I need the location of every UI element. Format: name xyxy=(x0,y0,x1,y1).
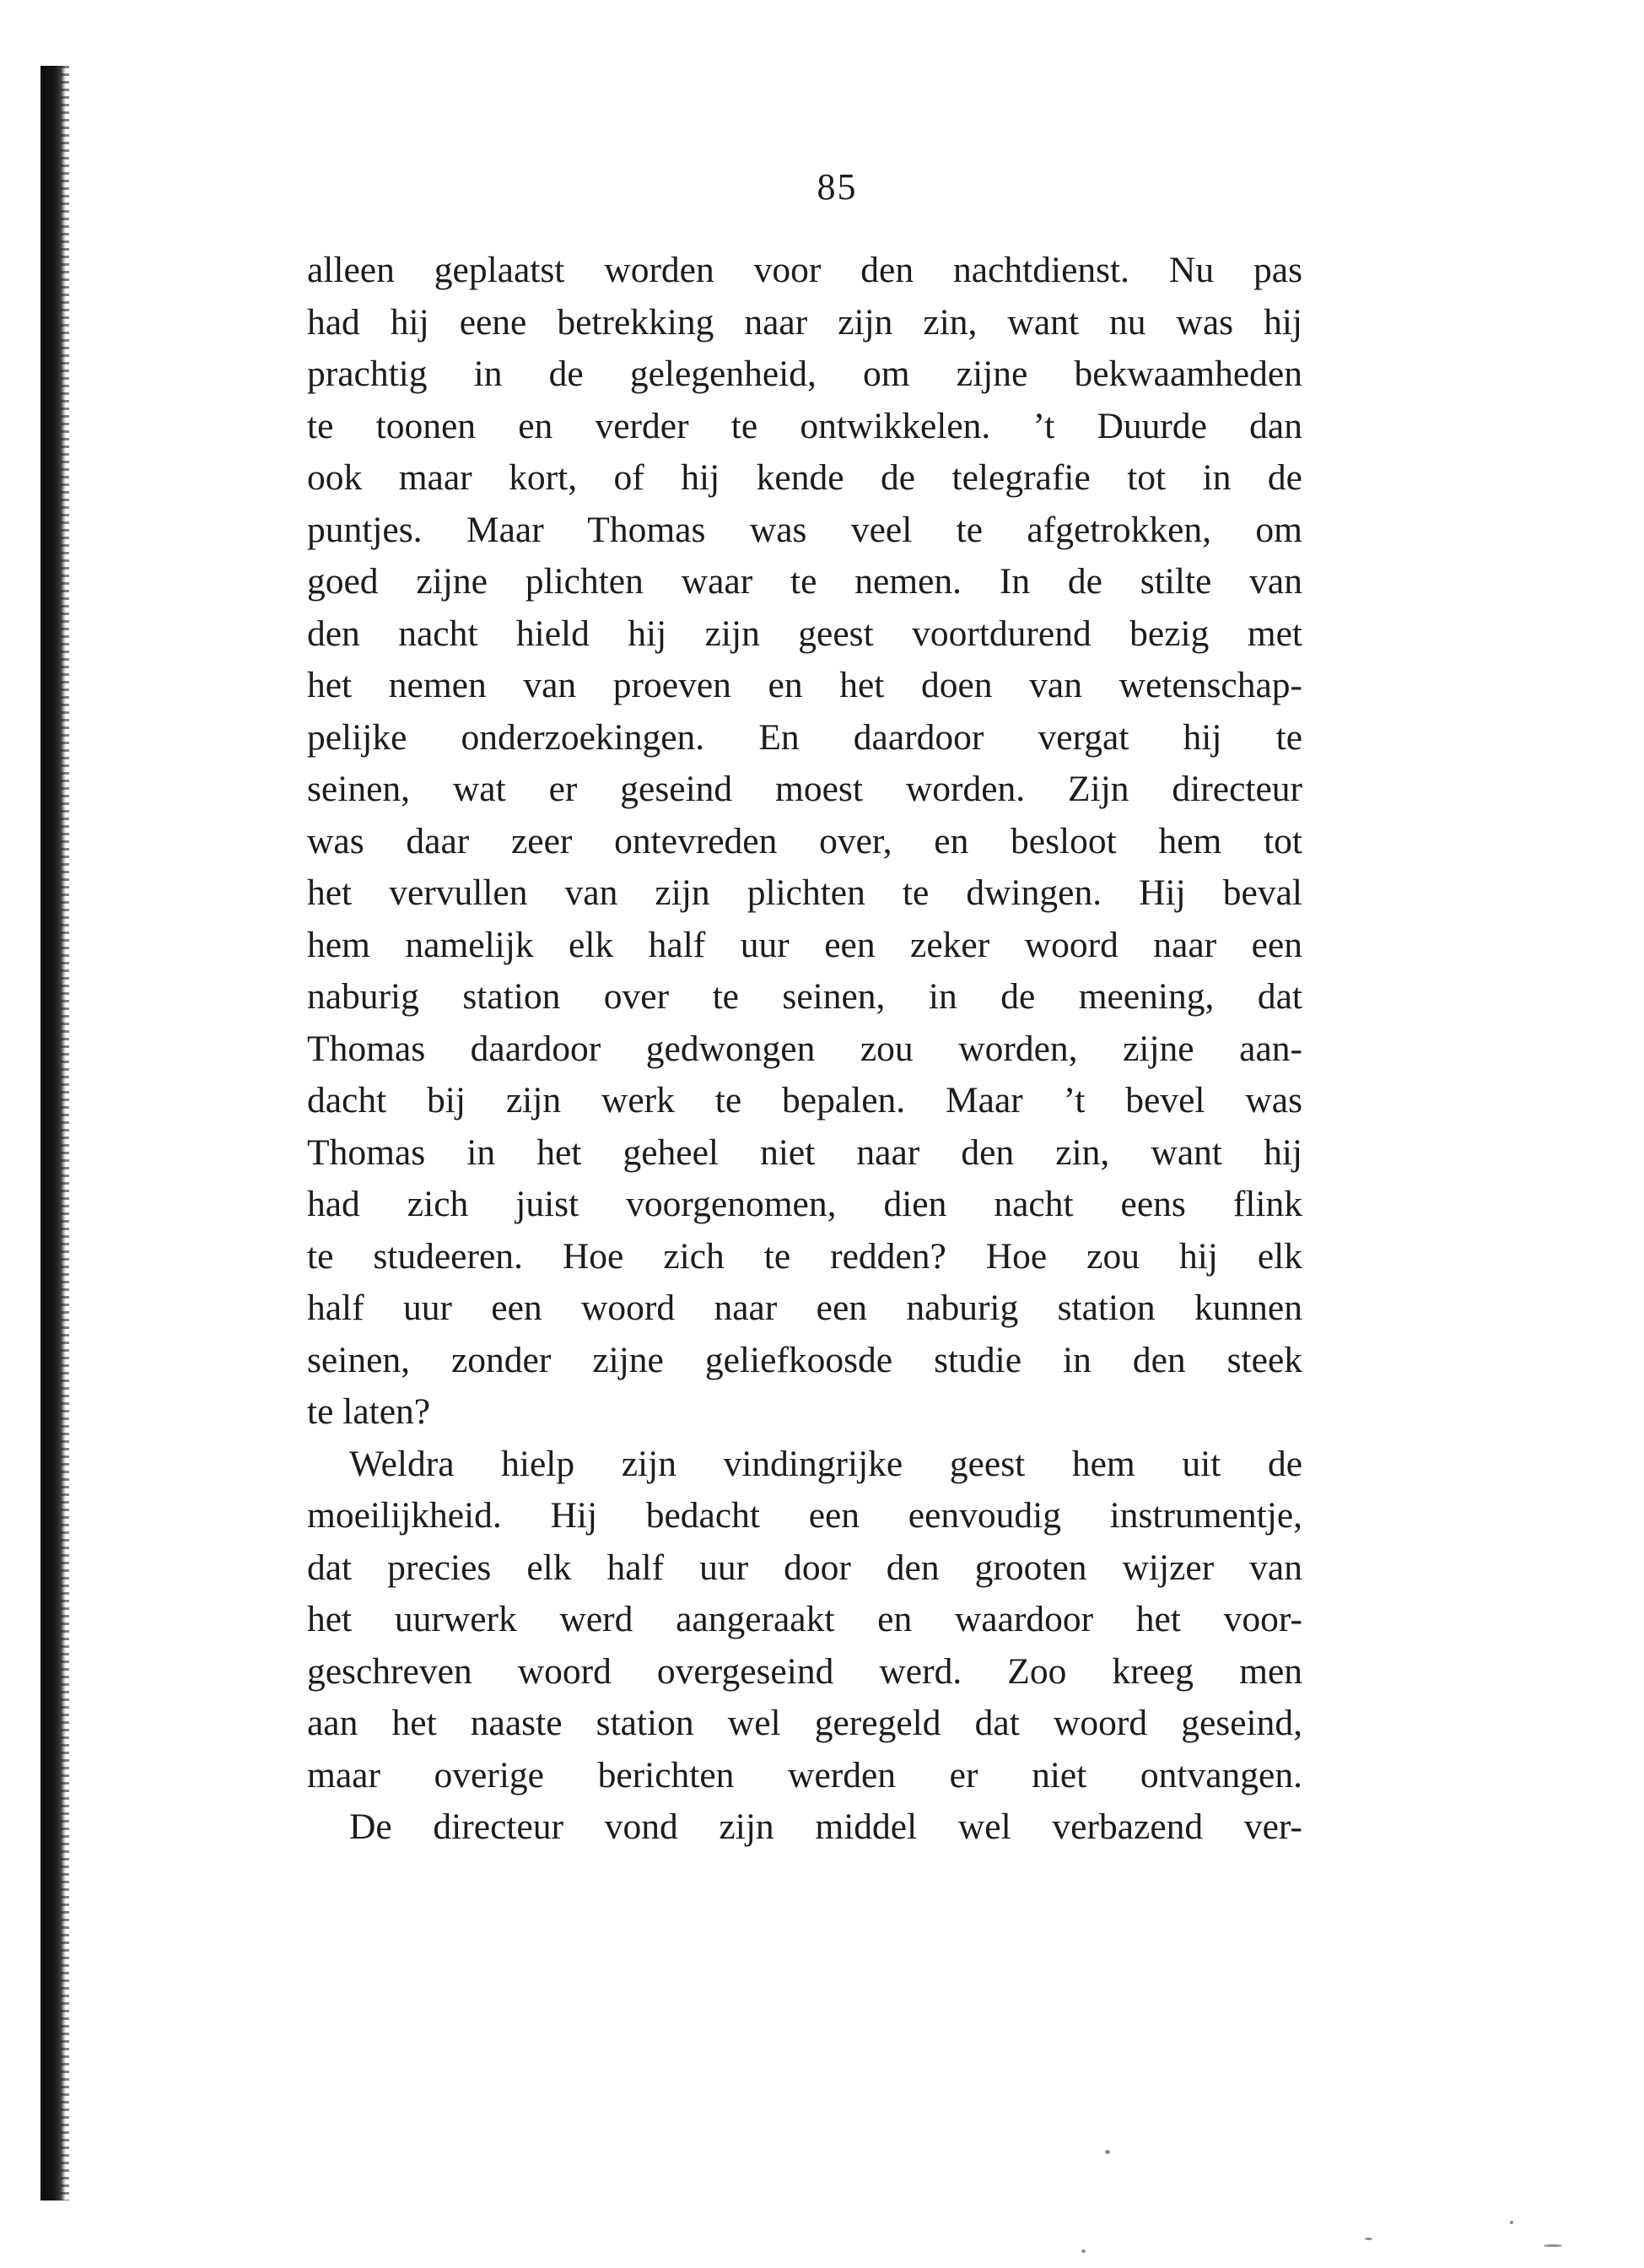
text-line: ook maar kort, of hij kende de telegrafie tot in de xyxy=(307,457,1302,498)
scan-speck xyxy=(1365,2238,1372,2240)
text-line: hem namelijk elk half uur een zeker woord naar een xyxy=(307,924,1302,965)
scan-speck xyxy=(1544,2244,1562,2247)
scan-binding-edge xyxy=(40,66,66,2200)
text-line: prachtig in de gelegenheid, om zijne bekwaamheden xyxy=(307,354,1302,394)
text-line: seinen, wat er geseind moest worden. Zijn directeur xyxy=(307,769,1302,809)
text-line: Thomas in het geheel niet naar den zin, want hij xyxy=(307,1131,1302,1173)
text-line: maar overige berichten werden er niet ontvangen. xyxy=(307,1754,1302,1796)
text-line: het nemen van proeven en het doen van wetenschap- xyxy=(307,665,1302,705)
body-text xyxy=(307,245,1302,1854)
text-line: den nacht hield hij zijn geest voortdurend bezig met xyxy=(307,613,1302,654)
text-line: het vervullen van zijn plichten te dwingen. Hij beval xyxy=(307,872,1302,913)
text-line: geschreven woord overgeseind werd. Zoo kreeg men xyxy=(307,1650,1302,1692)
text-line: half uur een woord naar een naburig station kunnen xyxy=(307,1288,1302,1328)
text-line: te laten? xyxy=(307,1391,431,1432)
text-line: was daar zeer ontevreden over, en besloot hem tot xyxy=(307,820,1302,861)
page-number: 85 xyxy=(817,166,858,208)
text-line: naburig station over te seinen, in de meening, dat xyxy=(307,976,1302,1017)
text-line: De directeur vond zijn middel wel verbazend ver- xyxy=(349,1806,1302,1847)
text-line: had zich juist voorgenomen, dien nacht eens flink xyxy=(307,1184,1302,1224)
text-line: moeilijkheid. Hij bedacht een eenvoudig instrumentje, xyxy=(307,1495,1302,1536)
text-line: Weldra hielp zijn vindingrijke geest hem uit de xyxy=(349,1443,1302,1484)
text-line: te toonen en verder te ontwikkelen. ’t Duurde dan xyxy=(307,405,1302,446)
text-line: alleen geplaatst worden voor den nachtdienst. Nu pas xyxy=(307,250,1302,290)
text-line: Thomas daardoor gedwongen zou worden, zijne aan- xyxy=(307,1028,1302,1069)
text-line: dacht bij zijn werk te bepalen. Maar ’t bevel was xyxy=(307,1080,1302,1120)
text-line: dat precies elk half uur door den grooten wijzer van xyxy=(307,1547,1302,1588)
text-line: puntjes. Maar Thomas was veel te afgetrokken, om xyxy=(307,509,1302,550)
text-line: had hij eene betrekking naar zijn zin, want nu was hij xyxy=(307,301,1302,343)
text-line: aan het naaste station wel geregeld dat woord geseind, xyxy=(307,1703,1302,1743)
scan-speck xyxy=(1081,2249,1086,2253)
text-line: goed zijne plichten waar te nemen. In de stilte van xyxy=(307,561,1302,602)
text-line: pelijke onderzoekingen. En daardoor vergat hij te xyxy=(307,716,1302,758)
scan-speck xyxy=(1105,2150,1110,2154)
text-line: het uurwerk werd aangeraakt en waardoor het voor- xyxy=(307,1599,1302,1639)
text-line: seinen, zonder zijne geliefkoosde studie in den steek xyxy=(307,1339,1302,1380)
text-line: te studeeren. Hoe zich te redden? Hoe zou hij elk xyxy=(307,1235,1302,1277)
scan-speck xyxy=(1510,2221,1513,2224)
